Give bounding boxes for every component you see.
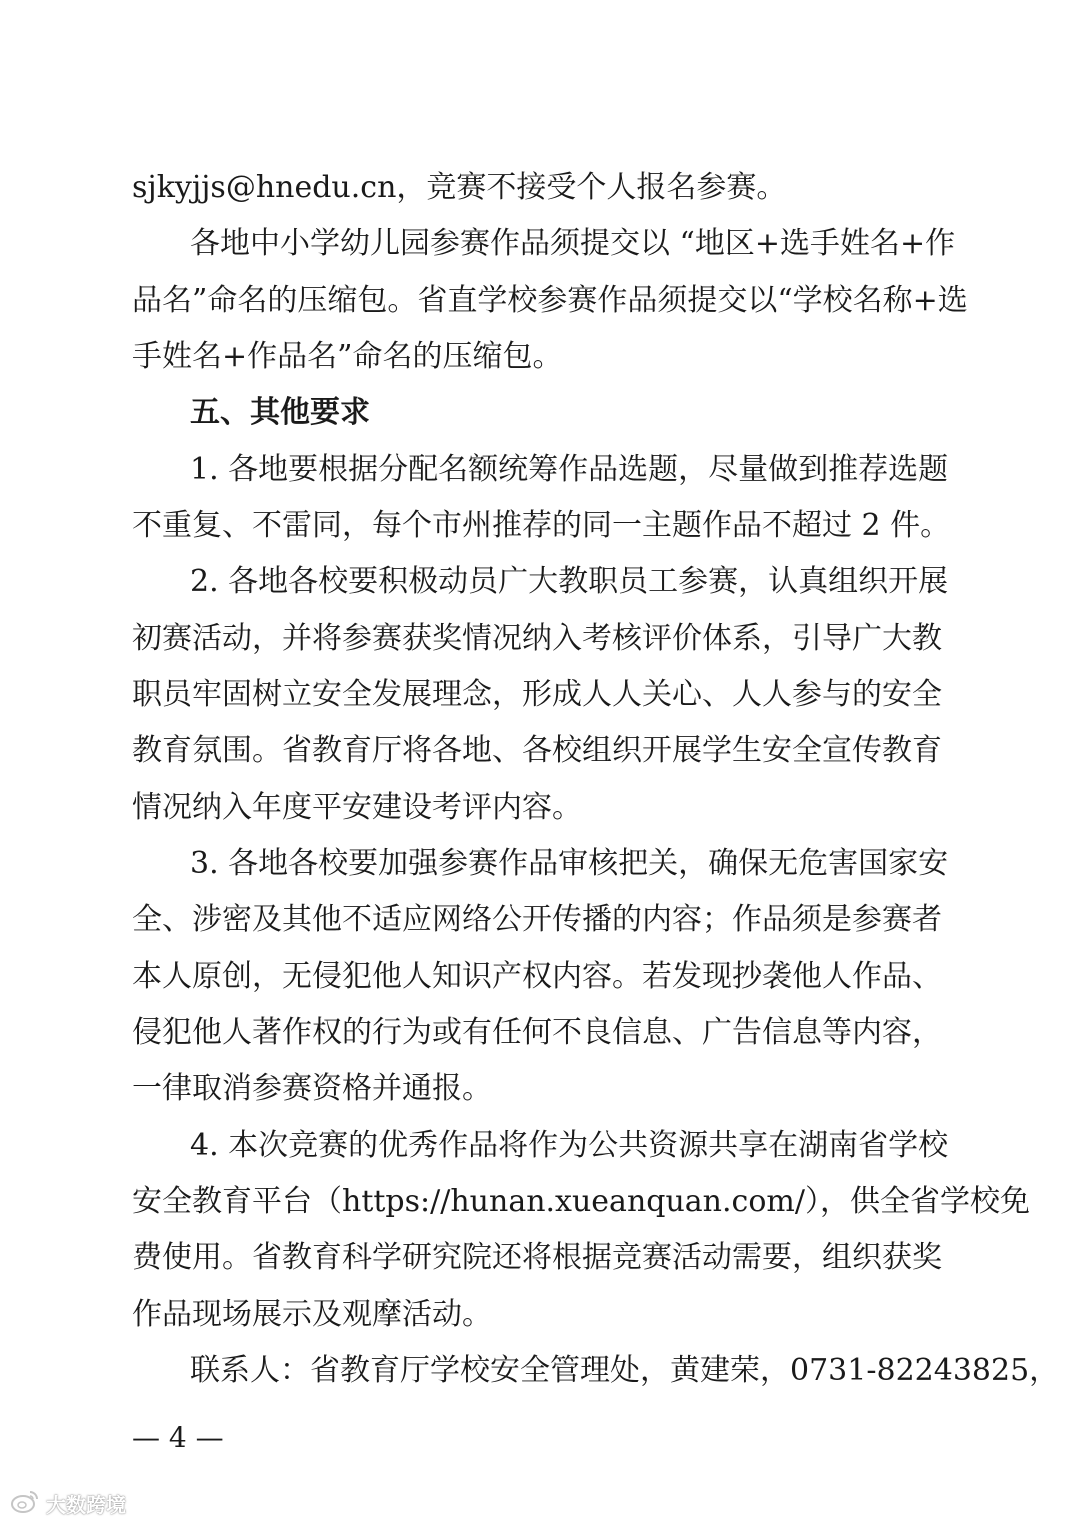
text-line-20: 费使用。省教育科学研究院还将根据竞赛活动需要，组织获奖 [132,1240,942,1275]
text-line-9: 初赛活动，并将参赛获奖情况纳入考核评价体系，引导广大教 [132,621,942,656]
text-line-1: sjkyjjs@hnedu.cn，竞赛不接受个人报名参赛。 [132,170,787,205]
text-line-19: 安全教育平台（https://hunan.xueanquan.com/），供全省学校免 [132,1184,1030,1219]
text-line-14: 全、涉密及其他不适应网络公开传播的内容；作品须是参赛者 [132,902,942,937]
text-line-16: 侵犯他人著作权的行为或有任何不良信息、广告信息等内容， [132,1015,942,1050]
text-line-3: 品名”命名的压缩包。省直学校参赛作品须提交以“学校名称+选 [132,283,968,318]
watermark-text: 大数跨境 [46,1492,126,1517]
text-line-7: 不重复、不雷同，每个市州推荐的同一主题作品不超过 2 件。 [132,508,951,543]
weibo-logo-icon [10,1488,40,1518]
text-line-4: 手姓名+作品名”命名的压缩包。 [132,339,563,374]
text-line-10: 职员牢固树立安全发展理念，形成人人关心、人人参与的安全 [132,677,942,712]
text-line-17: 一律取消参赛资格并通报。 [132,1071,492,1106]
text-line-13: 3. 各地各校要加强参赛作品审核把关，确保无危害国家安 [190,846,949,881]
section-heading: 五、其他要求 [190,395,370,430]
text-line-22: 联系人：省教育厅学校安全管理处，黄建荣，0731-82243825， [190,1353,1060,1388]
text-line-8: 2. 各地各校要积极动员广大教职员工参赛，认真组织开展 [190,564,949,599]
text-line-21: 作品现场展示及观摩活动。 [132,1297,492,1332]
text-line-18: 4. 本次竞赛的优秀作品将作为公共资源共享在湖南省学校 [190,1128,949,1163]
text-line-2: 各地中小学幼儿园参赛作品须提交以 “地区+选手姓名+作 [190,226,956,261]
text-line-12: 情况纳入年度平安建设考评内容。 [132,790,582,825]
text-line-11: 教育氛围。省教育厅将各地、各校组织开展学生安全宣传教育 [132,733,942,768]
page-number: — 4 — [132,1421,224,1454]
text-line-15: 本人原创，无侵犯他人知识产权内容。若发现抄袭他人作品、 [132,959,942,994]
text-line-6: 1. 各地要根据分配名额统筹作品选题，尽量做到推荐选题 [190,452,949,487]
watermark [10,1488,126,1518]
